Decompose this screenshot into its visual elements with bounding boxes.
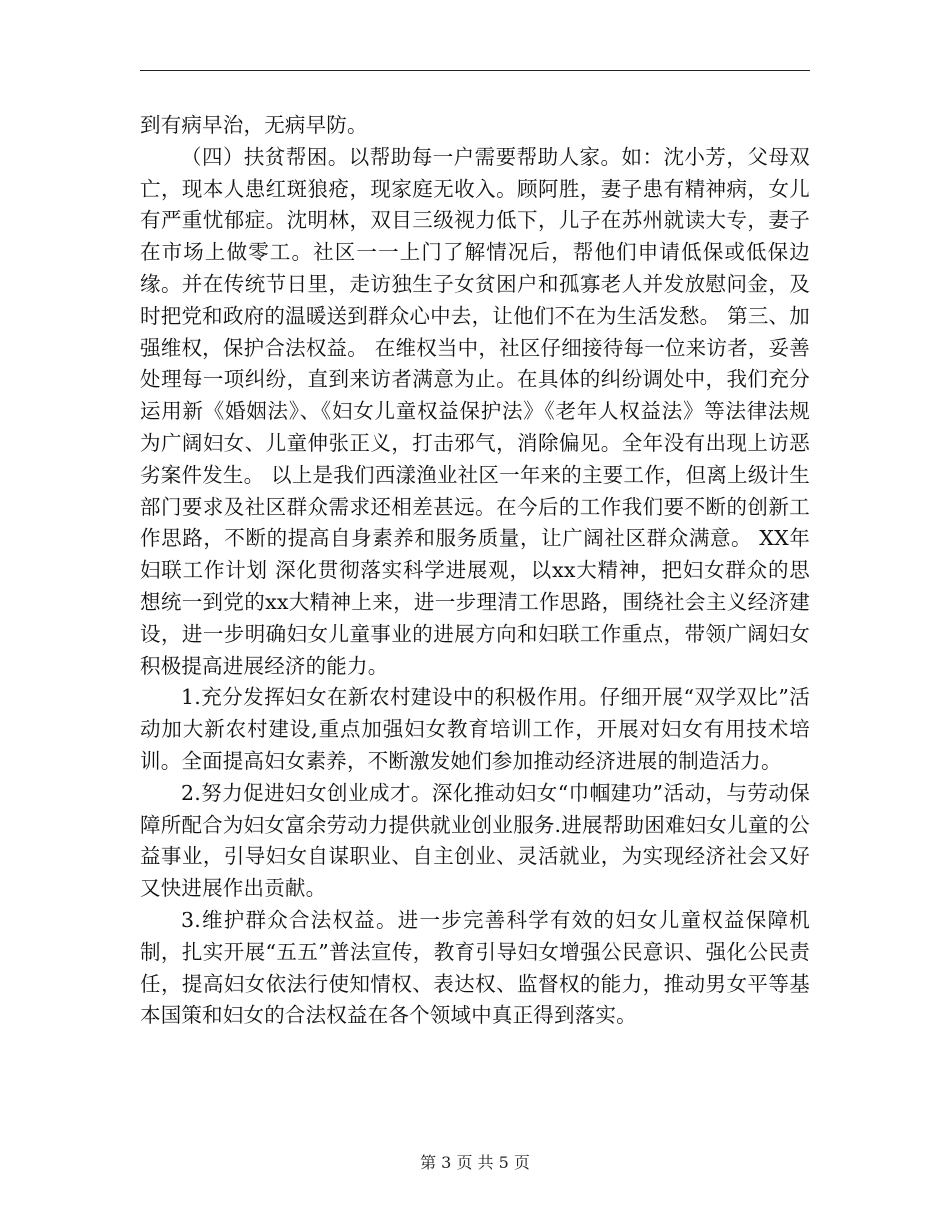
paragraph-2: （四）扶贫帮困。以帮助每一户需要帮助人家。如：沈小芳，父母双亡，现本人患红斑狼疮，现家庭无收入。顾阿胜，妻子患有精神病，女儿有严重忧郁症。沈明林，双目三级视力低下，儿子在苏州就读大专，妻子在市场上做零工。社区一一上门了解情况后，帮他们申请低保或低保边缘。并在传统节日里，走访独生子女贫困户和孤寡老人并发放慰问金，及时把党和政府的温暖送到群众心中去，让他们不在为生活发愁。 第三、加强维权，保护合法权益。 在维权当中，社区仔细接待每一位来访者，妥善处理每一项纠纷，直到来访者满意为止。在具体的纠纷调处中，我们充分运用新《婚姻法》、《妇女儿童权益保护法》《老年人权益法》等法律法规为广阔妇女、儿童伸张正义，打击邪气，消除偏见。全年没有出现上访恶劣案件发生。 以上是我们西漾渔业社区一年来的主要工作，但离上级计生部门要求及社区群众需求还相差甚远。在今后的工作我们要不断的创新工作思路，不断的提高自身素养和服务质量，让广阔社区群众满意。 XX年妇联工作计划 深化贯彻落实科学进展观，以xx大精神，把妇女群众的思想统一到党的xx大精神上来，进一步理清工作思路，围绕社会主义经济建设，进一步明确妇女儿童事业的进展方向和妇联工作重点，带领广阔妇女积极提高进展经济的能力。 (140, 144, 810, 678)
header-rule (140, 70, 810, 71)
paragraph-4: 2.努力促进妇女创业成才。深化推动妇女“巾帼建功”活动，与劳动保障所配合为妇女富余劳动力提供就业创业服务.进展帮助困难妇女儿童的公益事业，引导妇女自谋职业、自主创业、灵活就业，为实现经济社会又好又快进展作出贡献。 (140, 780, 810, 901)
page-number: 第 3 页 共 5 页 (420, 1153, 530, 1172)
paragraph-1: 到有病早治，无病早防。 (140, 113, 368, 137)
paragraph-3: 1.充分发挥妇女在新农村建设中的积极作用。仔细开展“双学双比”活动加大新农村建设,重点加强妇女教育培训工作，开展对妇女有用技术培训。全面提高妇女素养，不断激发她们参加推动经济进展的制造活力。 (140, 685, 810, 773)
paragraph-5: 3.维护群众合法权益。进一步完善科学有效的妇女儿童权益保障机制，扎实开展“五五”普法宣传，教育引导妇女增强公民意识、强化公民责任，提高妇女依法行使知情权、表达权、监督权的能力，推动男女平等基本国策和妇女的合法权益在各个领域中真正得到落实。 (140, 907, 810, 1028)
body-text (140, 110, 810, 1032)
